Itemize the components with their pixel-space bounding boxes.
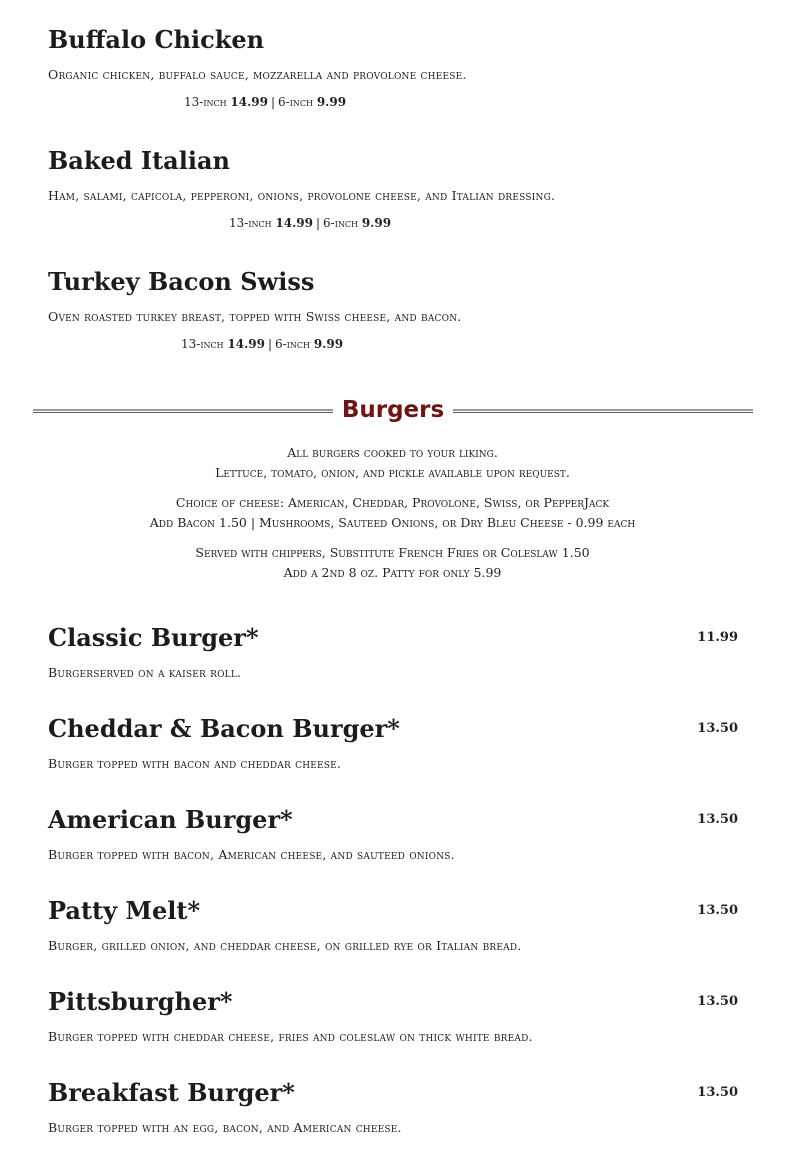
item-description: Organic chicken, buffalo sauce, mozzarella and provolone cheese. — [48, 67, 467, 82]
menu-item-baked-italian — [48, 146, 555, 204]
item-name: Pittsburgher* — [48, 987, 233, 1016]
menu-item-buffalo-chicken — [48, 25, 467, 83]
size-label: 13-inch — [184, 95, 227, 109]
item-name: Classic Burger* — [48, 623, 259, 652]
item-name: Baked Italian — [48, 146, 230, 175]
divider-right — [453, 409, 753, 413]
item-price: 13.50 — [697, 721, 738, 736]
size-price: 9.99 — [316, 95, 347, 109]
size-price: 14.99 — [230, 95, 268, 109]
section-title: Burgers — [341, 397, 445, 423]
size-price: 9.99 — [313, 337, 344, 351]
item-price: 13.50 — [697, 1085, 738, 1100]
item-name: Patty Melt* — [48, 896, 201, 925]
size-label: 6-inch — [275, 337, 310, 351]
item-description: Burger topped with bacon, American cheese, and sauteed onions. — [48, 847, 455, 862]
size-prices: 13-inch 14.99 | 6-inch 9.99 — [229, 216, 392, 230]
menu-item-patty-melt — [48, 896, 521, 954]
menu-item-turkey-bacon-swiss — [48, 267, 461, 325]
menu-item-pittsburgher — [48, 987, 533, 1045]
menu-item-american-burger — [48, 805, 455, 863]
item-description: Burger topped with cheddar cheese, fries and coleslaw on thick white bread. — [48, 1029, 533, 1044]
size-price: 14.99 — [227, 337, 265, 351]
item-description: Oven roasted turkey breast, topped with Swiss cheese, and bacon. — [48, 309, 462, 324]
size-label: 13-inch — [181, 337, 224, 351]
item-price: 13.50 — [697, 812, 738, 827]
note-line: Add a 2nd 8 oz. Patty for only 5.99 — [283, 565, 502, 580]
size-label: 6-inch — [323, 216, 358, 230]
item-description: Burger, grilled onion, and cheddar cheese, on grilled rye or Italian bread. — [48, 938, 522, 953]
size-price: 14.99 — [275, 216, 313, 230]
burgers-section-header — [33, 394, 753, 426]
item-price: 13.50 — [697, 994, 738, 1009]
burgers-notes — [0, 443, 785, 583]
note-line: Lettuce, tomato, onion, and pickle available upon request. — [215, 465, 570, 480]
size-label: 6-inch — [278, 95, 313, 109]
item-description: Burger topped with an egg, bacon, and American cheese. — [48, 1120, 402, 1135]
item-price: 13.50 — [697, 903, 738, 918]
item-name: Buffalo Chicken — [48, 25, 265, 54]
note-line: Add Bacon 1.50 | Mushrooms, Sauteed Onions, or Dry Bleu Cheese - 0.99 each — [149, 515, 636, 530]
menu-item-classic-burger — [48, 623, 259, 681]
item-name: Turkey Bacon Swiss — [48, 267, 315, 296]
size-label: 13-inch — [229, 216, 272, 230]
size-prices: 13-inch 14.99 | 6-inch 9.99 — [181, 337, 344, 351]
size-price: 9.99 — [361, 216, 392, 230]
item-name: American Burger* — [48, 805, 293, 834]
size-prices: 13-inch 14.99 | 6-inch 9.99 — [184, 95, 347, 109]
note-line: Served with chippers, Substitute French Fries or Coleslaw 1.50 — [195, 545, 590, 560]
menu-item-cheddar-bacon-burger — [48, 714, 400, 772]
item-description: Ham, salami, capicola, pepperoni, onions, provolone cheese, and Italian dressing. — [48, 188, 556, 203]
item-description: Burgerserved on a kaiser roll. — [48, 665, 242, 680]
item-price: 11.99 — [697, 630, 738, 645]
item-name: Breakfast Burger* — [48, 1078, 295, 1107]
note-line: Choice of cheese: American, Cheddar, Provolone, Swiss, or PepperJack — [175, 495, 610, 510]
item-name: Cheddar & Bacon Burger* — [48, 714, 400, 743]
menu-item-breakfast-burger — [48, 1078, 402, 1136]
item-description: Burger topped with bacon and cheddar cheese. — [48, 756, 342, 771]
note-line: All burgers cooked to your liking. — [287, 445, 498, 460]
